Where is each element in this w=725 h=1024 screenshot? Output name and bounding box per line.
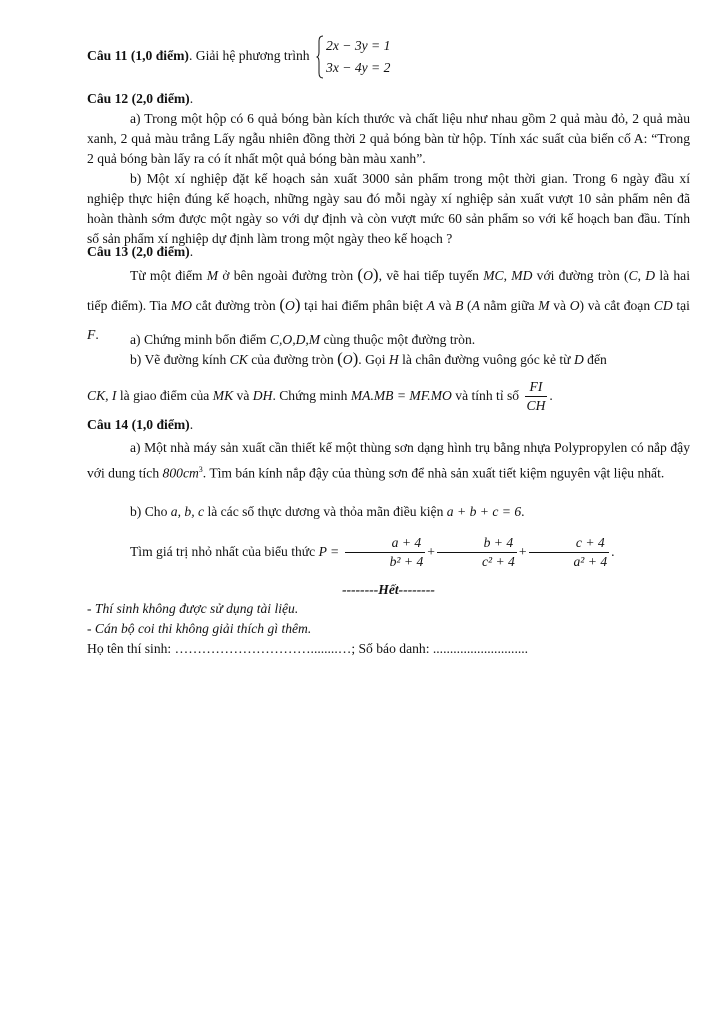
- equation-ma-mb: MA.MB = MF.MO: [350, 388, 452, 403]
- candidate-info-line: Họ tên thí sinh: …………………………........…; Số báo danh: ............................: [87, 641, 529, 656]
- question-12-part-a: a) Trong một hộp có 6 quả bóng bàn kích thước và chất liệu như nhau gồm 2 quả màu đỏ, 2 quả màu xanh, 2 quả màu trắng Lấy ngẫu nhiên đồng thời 2 quả bóng bàn từ hộp. Tính xác suất của biến cố A: “Trong 2 quả bóng bàn lấy ra có ít nhất một quả bóng bàn màu xanh”.: [87, 111, 690, 166]
- question-13-part-b-line-2: CK, I là giao điểm của MK và DH. Chứng minh MA.MB = MF.MO và tính tỉ số $\frac{FI}{CH}$ .: [87, 379, 553, 414]
- note-2: - Cán bộ coi thi không giải thích gì thêm.: [87, 621, 312, 636]
- equation-2: 3x − 4y = 2: [326, 59, 391, 75]
- question-12-title: Câu 12 (2,0 điểm).: [87, 91, 194, 106]
- left-brace-icon: [316, 35, 324, 79]
- question-12-part-b: b) Một xí nghiệp đặt kế hoạch sản xuất 3000 sản phẩm trong một thời gian. Trong 6 ngày đầu xí nghiệp thực hiện đúng kế hoạch, những ngày sau đó mỗi ngày xí nghiệp sản xuất vượt 10 sản phẩm nên đã hoàn thành sớm được một ngày so với dự định và còn vượt mức 60 sản phẩm so với kế hoạch ban đầu. Tính số sản phẩm xí nghiệp dự định làm trong một ngày theo kế hoạch ?: [87, 171, 690, 246]
- equation-system: [316, 35, 390, 79]
- question-13-part-a: a) Chứng minh bốn điểm C,O,D,M cùng thuộc một đường tròn.: [130, 332, 476, 347]
- question-13-stem: Từ một điểm M ở bên ngoài đường tròn (O), vẽ hai tiếp tuyến MC, MD với đường tròn (C, D là hai tiếp điểm). Tia MO cắt đường tròn (O) tại hai điểm phân biệt A và B (A nằm giữa M và O) và cắt đoạn CD tại F.: [87, 265, 690, 342]
- fraction-fi-ch: $\frac{FI}{CH}$: [526, 379, 546, 414]
- question-11-title: Câu 11 (1,0 điểm): [87, 48, 189, 63]
- fraction-3: $\frac{c + 4}{\text{a² + 4}}$: [529, 534, 610, 571]
- end-marker: --------Hết--------: [342, 582, 435, 597]
- fraction-1: $\frac{a + 4}{\text{b² + 4}}$: [345, 534, 426, 571]
- note-1: - Thí sinh không được sử dụng tài liệu.: [87, 601, 299, 616]
- question-14-expression: Tìm giá trị nhỏ nhất của biểu thức P = $\frac{a + 4}{\text{b² + 4}}$ + $\frac{b + 4}{\text{c² + 4}}$ + $\frac{c + 4}{\text{a² + 4}}$ .: [130, 535, 615, 570]
- question-13-title: Câu 13 (2,0 điểm).: [87, 244, 194, 259]
- question-14-part-b: b) Cho a, b, c là các số thực dương và thỏa mãn điều kiện a + b + c = 6.: [130, 504, 525, 519]
- question-11-text: . Giải hệ phương trình: [188, 48, 310, 63]
- equation-1: 2x − 3y = 1: [326, 37, 391, 53]
- question-14-part-a: a) Một nhà máy sản xuất cần thiết kế một thùng sơn dạng hình trụ bằng nhựa Polypropylen có nắp đậy với dung tích $800cm^3$. Tìm bán kính nắp đậy của thùng sơn để nhà sản xuất tiết kiệm nguyên vật liệu nhất.: [87, 440, 690, 481]
- fraction-2: $\frac{b + 4}{\text{c² + 4}}$: [437, 534, 517, 571]
- question-11: [87, 34, 690, 79]
- question-14-title: Câu 14 (1,0 điểm).: [87, 417, 194, 432]
- question-13-part-b-line-1: b) Vẽ đường kính CK của đường tròn (O). Gọi H là chân đường vuông góc kẻ từ D đến: [130, 349, 607, 368]
